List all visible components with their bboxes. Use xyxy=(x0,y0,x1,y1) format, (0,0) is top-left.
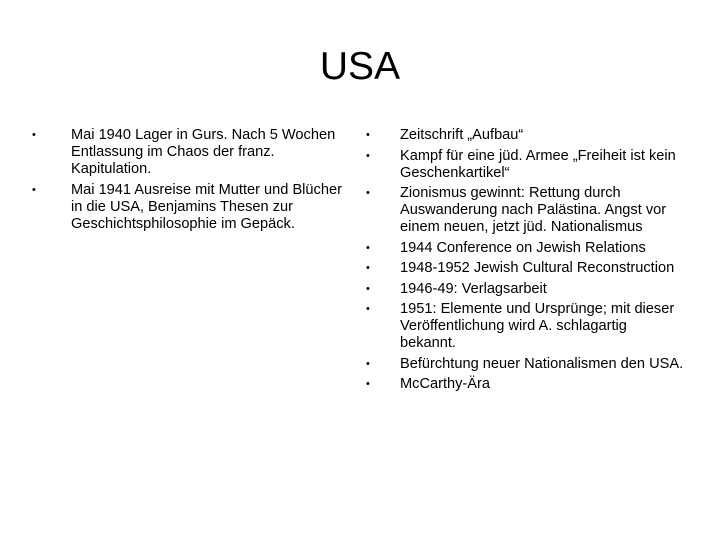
bullet-icon: • xyxy=(366,187,370,199)
bullet-text: 1946-49: Verlagsarbeit xyxy=(400,280,547,297)
bullet-icon: • xyxy=(32,129,36,141)
bullet-text: McCarthy-Ära xyxy=(400,376,491,392)
list-item xyxy=(362,185,684,236)
list-item xyxy=(362,127,684,144)
list-item xyxy=(362,148,684,182)
right-bullet-list xyxy=(362,127,684,393)
bullet-text: Zionismus gewinnt: Rettung durch Auswanderung nach Palästina. Angst vor einem neuen, jetzt jüd. Nationalismus xyxy=(400,185,667,235)
slide-title: USA xyxy=(319,45,401,88)
list-item xyxy=(28,182,350,233)
bullet-text: Kampf für eine jüd. Armee „Freiheit ist kein Geschenkartikel“ xyxy=(400,147,676,181)
bullet-icon: • xyxy=(32,183,36,196)
bullet-text: 1948-1952 Jewish Cultural Reconstruction xyxy=(400,260,675,276)
left-column xyxy=(28,127,350,236)
bullet-icon: • xyxy=(366,149,370,162)
list-item xyxy=(362,301,684,352)
list-item xyxy=(362,356,684,373)
bullet-text: Mai 1941 Ausreise mit Mutter und Blücher in die USA, Benjamins Thesen zur Geschichtsphilosophie im Gepäck. xyxy=(71,181,342,232)
list-item xyxy=(28,127,350,178)
left-bullet-list xyxy=(28,127,350,233)
bullet-icon: • xyxy=(366,303,370,315)
bullet-icon: • xyxy=(366,357,370,370)
list-item xyxy=(362,240,684,257)
bullet-text: 1944 Conference on Jewish Relations xyxy=(400,239,646,256)
list-item xyxy=(362,281,684,298)
bullet-text: Befürchtung neuer Nationalismen den USA. xyxy=(400,355,684,372)
list-item xyxy=(362,260,684,277)
bullet-icon: • xyxy=(366,129,370,141)
bullet-icon: • xyxy=(366,378,370,390)
bullet-text: 1951: Elemente und Ursprünge; mit dieser Veröffentlichung wird A. schlagartig bekannt. xyxy=(400,301,675,351)
bullet-icon: • xyxy=(366,262,370,274)
bullet-icon: • xyxy=(366,241,370,254)
bullet-icon: • xyxy=(366,282,370,295)
bullet-text: Mai 1940 Lager in Gurs. Nach 5 Wochen Entlassung im Chaos der franz. Kapitulation. xyxy=(71,127,336,177)
bullet-text: Zeitschrift „Aufbau“ xyxy=(400,127,524,143)
right-column xyxy=(362,127,684,397)
list-item xyxy=(362,376,684,393)
